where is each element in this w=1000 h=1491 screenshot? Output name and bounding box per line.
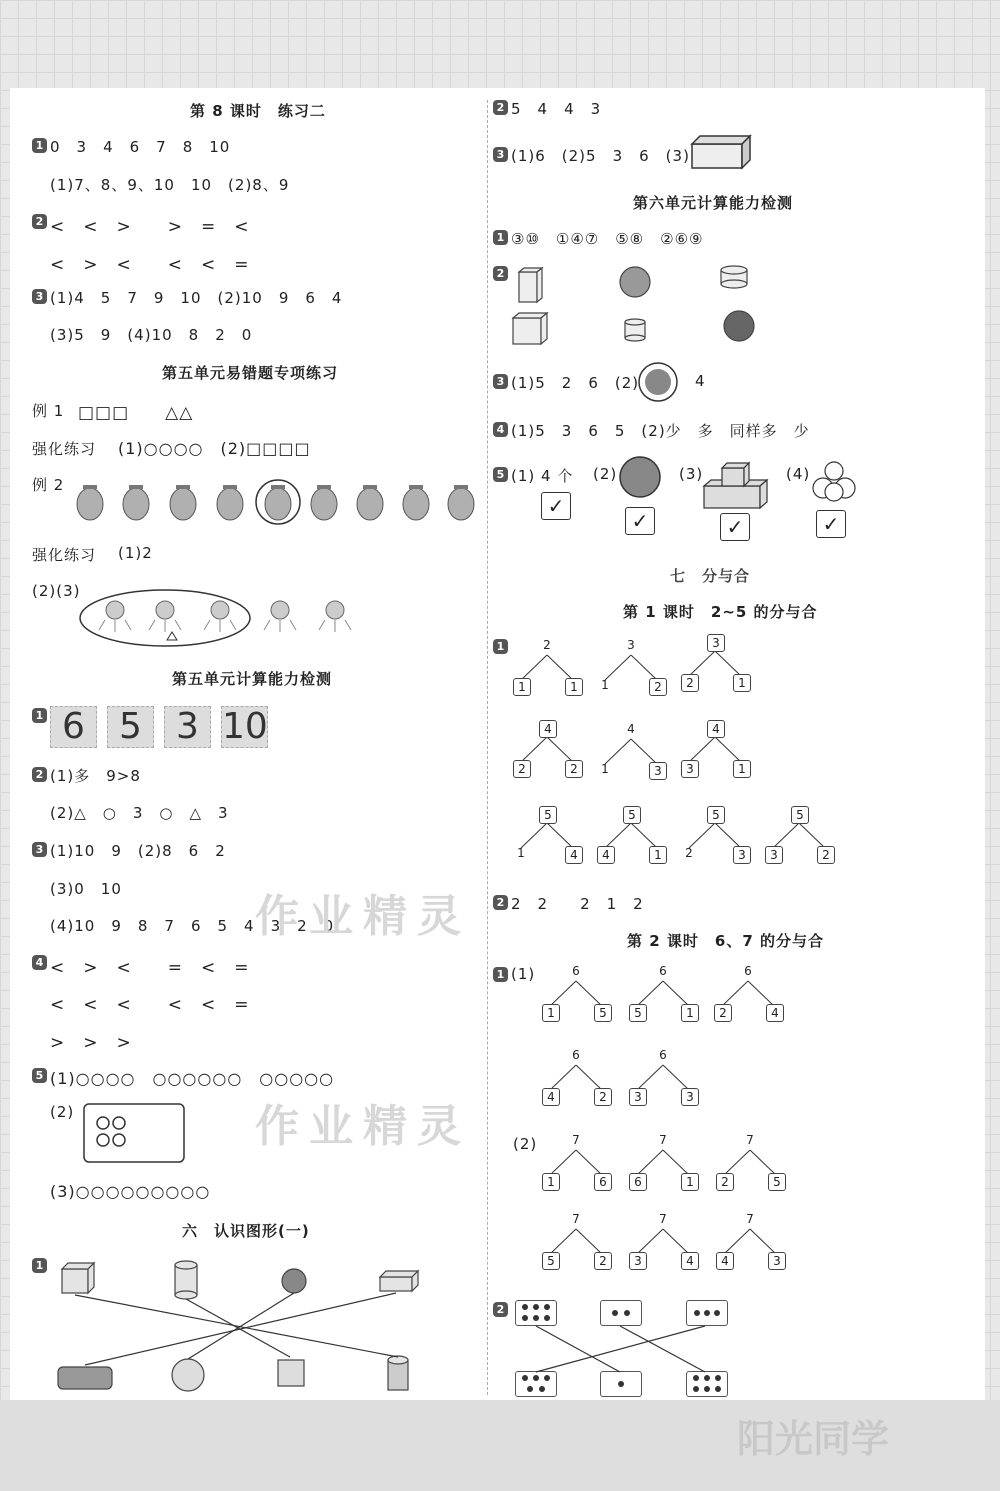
tree-top-number: 4 — [539, 720, 557, 738]
calc-q4-row1: < > < = < = — [50, 958, 250, 978]
traced-digit: 3 — [164, 706, 211, 748]
l8-q1-row2: (1)7、8、9、10 10 (2)8、9 — [50, 176, 290, 194]
question-number: 1 — [32, 138, 47, 153]
l8-q2-row1: < < > > = < — [50, 217, 250, 237]
calc-q2-row2: (2)△ ○ 3 ○ △ 3 — [50, 804, 229, 822]
l8-q2-row2: < > < < < = — [50, 255, 250, 275]
question-number: 1 — [493, 230, 508, 245]
question-number: 3 — [493, 147, 508, 162]
tree-left-number: 1 — [513, 678, 531, 696]
tree-top-number: 6 — [659, 1048, 667, 1062]
circled-ball — [637, 361, 681, 405]
tree-left-number: 3 — [765, 846, 783, 864]
l8-q1-row1: 0 3 4 6 7 8 10 — [50, 138, 231, 156]
tree-left-number: 2 — [681, 674, 699, 692]
tree-right-number: 1 — [565, 678, 583, 696]
question-number: 2 — [32, 214, 47, 229]
tree-top-number: 5 — [707, 806, 725, 824]
u6-q5-part2: (2) — [593, 465, 618, 483]
dice-dot — [612, 1310, 618, 1316]
publisher-logo: 阳光同学 — [737, 1417, 890, 1461]
tree-top-number: 6 — [572, 1048, 580, 1062]
u6-q5-part3: (3) — [679, 465, 704, 483]
tree-right-number: 3 — [733, 846, 751, 864]
tree-top-number: 7 — [659, 1133, 667, 1147]
tree-left-number: 1 — [601, 762, 609, 776]
watermark: 作业精灵 — [255, 1101, 471, 1152]
calc-q3-row1: (1)10 9 (2)8 6 2 — [50, 842, 226, 860]
tree-top-number: 7 — [659, 1212, 667, 1226]
tree-left-number: 4 — [597, 846, 615, 864]
dice-dot — [694, 1310, 700, 1316]
calc-q4-row3: > > > — [50, 1033, 132, 1053]
u6-q5-part4: (4) — [786, 465, 811, 483]
dice-dot — [544, 1304, 550, 1310]
calc-q4-row2: < < < < < = — [50, 995, 250, 1015]
tree-right-number: 2 — [565, 760, 583, 778]
question-number: 2 — [493, 1302, 508, 1317]
unit7-title: 七 分与合 — [670, 567, 751, 585]
tree-top-number: 4 — [707, 720, 725, 738]
tree-left-number: 5 — [542, 1252, 560, 1270]
question-number: 1 — [493, 967, 508, 982]
tree-right-number: 2 — [594, 1252, 612, 1270]
tree-right-number: 5 — [768, 1173, 786, 1191]
tree-top-number: 5 — [539, 806, 557, 824]
dice-dot — [715, 1386, 721, 1392]
l8-q3-row2: (3)5 9 (4)10 8 2 0 — [50, 326, 253, 344]
check-box: ✓ — [625, 507, 655, 535]
dice-6 — [515, 1300, 557, 1326]
dice-dot — [618, 1381, 624, 1387]
lesson2-title: 第 2 课时 6、7 的分与合 — [627, 932, 824, 950]
strengthen2-part: (2)(3) — [32, 582, 81, 600]
example2-label: 例 2 — [32, 476, 65, 494]
dice-dot — [704, 1310, 710, 1316]
lesson1-title: 第 1 课时 2~5 的分与合 — [623, 603, 818, 621]
question-number: 1 — [32, 1258, 47, 1273]
question-number: 1 — [493, 639, 508, 654]
dice-dot — [693, 1375, 699, 1381]
strengthen2-answer: (1)2 — [118, 544, 153, 562]
tree-top-number: 6 — [572, 964, 580, 978]
dice-dot — [539, 1386, 545, 1392]
tree-right-number: 1 — [681, 1173, 699, 1191]
stacked-blocks — [702, 460, 768, 512]
u6-q3-answer: (1)5 2 6 (2) — [511, 374, 640, 392]
question-number: 2 — [493, 100, 508, 115]
tree-left-number: 3 — [629, 1088, 647, 1106]
dice-3 — [686, 1300, 728, 1326]
dice-dot — [715, 1375, 721, 1381]
r-q2-answer: 5 4 4 3 — [511, 100, 602, 118]
r-q3-answer: (1)6 (2)5 3 6 (3) — [511, 147, 690, 165]
question-number: 2 — [493, 895, 508, 910]
tree-right-number: 2 — [817, 846, 835, 864]
strengthen1-answer: (1)○○○○ (2)□□□□ — [118, 439, 311, 458]
dice-dot — [714, 1310, 720, 1316]
dice-dot — [522, 1315, 528, 1321]
dice-dot — [544, 1315, 550, 1321]
octopus-group — [80, 588, 370, 648]
calc-q5-part2: (2) — [50, 1103, 75, 1121]
dice-dot — [527, 1386, 533, 1392]
question-number: 5 — [32, 1068, 47, 1083]
dice-dot — [693, 1386, 699, 1392]
dice-6 — [686, 1371, 728, 1397]
tree-top-number: 7 — [572, 1212, 580, 1226]
tree-left-number: 4 — [716, 1252, 734, 1270]
dice-dot — [624, 1310, 630, 1316]
calc-q2-row1: (1)多 9>8 — [50, 767, 141, 785]
example1-label: 例 1 — [32, 402, 65, 420]
strawberries — [75, 480, 480, 530]
dice-dot — [704, 1386, 710, 1392]
unit5-errors-title: 第五单元易错题专项练习 — [162, 364, 339, 382]
question-number: 4 — [493, 422, 508, 437]
tree-top-number: 3 — [627, 638, 635, 652]
page-paper — [10, 88, 985, 1403]
dice-2 — [600, 1300, 642, 1326]
tree-right-number: 3 — [649, 762, 667, 780]
tree-right-number: 1 — [733, 760, 751, 778]
tree-top-number: 2 — [543, 638, 551, 652]
tree-right-number: 1 — [649, 846, 667, 864]
dice-dot — [544, 1375, 550, 1381]
tree-right-number: 2 — [594, 1088, 612, 1106]
check-box: ✓ — [720, 513, 750, 541]
calc-q3-row3: (4)10 9 8 7 6 5 4 3 2 0 — [50, 917, 335, 935]
strengthen-label: 强化练习 — [32, 546, 97, 564]
dice-match-lines — [530, 1326, 730, 1374]
tree-left-number: 1 — [601, 678, 609, 692]
traced-digit: 5 — [107, 706, 154, 748]
calc-q5-row1: (1)○○○○ ○○○○○○ ○○○○○ — [50, 1069, 335, 1088]
tree-top-number: 5 — [623, 806, 641, 824]
tree-top-number: 7 — [572, 1133, 580, 1147]
question-number: 5 — [493, 467, 508, 482]
unit6-calc-title: 第六单元计算能力检测 — [633, 194, 794, 212]
tree-left-number: 2 — [716, 1173, 734, 1191]
example1-answer: □□□ △△ — [78, 403, 194, 423]
question-number: 4 — [32, 955, 47, 970]
cuboid-shape — [690, 134, 752, 172]
question-number: 3 — [493, 374, 508, 389]
ball-pile — [810, 460, 858, 504]
tree-left-number: 2 — [685, 846, 693, 860]
shape-matching — [50, 1255, 430, 1400]
tree-right-number: 2 — [649, 678, 667, 696]
dice-dot — [704, 1375, 710, 1381]
tree-left-number: 3 — [629, 1252, 647, 1270]
question-number: 2 — [32, 767, 47, 782]
question-number: 3 — [32, 842, 47, 857]
tree-top-number: 5 — [791, 806, 809, 824]
tree-top-number: 3 — [707, 634, 725, 652]
question-number: 3 — [32, 289, 47, 304]
tree-left-number: 1 — [542, 1004, 560, 1022]
dice-dot — [533, 1304, 539, 1310]
tree-top-number: 7 — [746, 1133, 754, 1147]
shape-grid — [505, 262, 775, 347]
tree-right-number: 4 — [681, 1252, 699, 1270]
watermark: 作业精灵 — [255, 891, 471, 942]
tree-right-number: 4 — [766, 1004, 784, 1022]
tree-left-number: 1 — [542, 1173, 560, 1191]
tree-top-number: 6 — [659, 964, 667, 978]
sphere-shape — [619, 456, 663, 500]
tree-right-number: 4 — [565, 846, 583, 864]
calc-q5-row3: (3)○○○○○○○○○ — [50, 1182, 211, 1201]
dice-dot — [533, 1375, 539, 1381]
tree-left-number: 2 — [513, 760, 531, 778]
dice-1 — [600, 1371, 642, 1397]
tree-right-number: 3 — [768, 1252, 786, 1270]
strengthen-label: 强化练习 — [32, 440, 97, 458]
tree-left-number: 2 — [714, 1004, 732, 1022]
dice-dot — [522, 1375, 528, 1381]
tree-left-number: 1 — [517, 846, 525, 860]
tree-left-number: 5 — [629, 1004, 647, 1022]
l2-part1: (1) — [511, 965, 536, 983]
l8-q3-row1: (1)4 5 7 9 10 (2)10 9 6 4 — [50, 289, 343, 307]
l2-part2: (2) — [513, 1135, 538, 1153]
lesson8-title: 第 8 课时 练习二 — [190, 102, 326, 120]
tree-right-number: 6 — [594, 1173, 612, 1191]
tree-right-number: 5 — [594, 1004, 612, 1022]
dice-dot — [533, 1315, 539, 1321]
calc-q3-row2: (3)0 10 — [50, 880, 122, 898]
tree-left-number: 4 — [542, 1088, 560, 1106]
question-number: 1 — [32, 708, 47, 723]
circles-box — [83, 1103, 187, 1165]
column-divider — [487, 100, 488, 1395]
tree-top-number: 7 — [746, 1212, 754, 1226]
check-box: ✓ — [541, 492, 571, 520]
u6-q4-answer: (1)5 3 6 5 (2)少 多 同样多 少 — [511, 422, 810, 440]
tree-right-number: 1 — [681, 1004, 699, 1022]
unit5-calc-title: 第五单元计算能力检测 — [172, 670, 333, 688]
u6-q3-end: 4 — [695, 372, 706, 390]
dice-5 — [515, 1371, 557, 1397]
check-box: ✓ — [816, 510, 846, 538]
dice-dot — [522, 1304, 528, 1310]
u6-q1-answer: ③⑩ ①④⑦ ⑤⑧ ②⑥⑨ — [511, 230, 704, 248]
question-number: 2 — [493, 266, 508, 281]
traced-digit: 10 — [222, 706, 268, 747]
tree-right-number: 1 — [733, 674, 751, 692]
tree-top-number: 4 — [627, 722, 635, 736]
tree-top-number: 6 — [744, 964, 752, 978]
tree-left-number: 3 — [681, 760, 699, 778]
tree-right-number: 3 — [681, 1088, 699, 1106]
l1-q2-answer: 2 2 2 1 2 — [511, 895, 644, 913]
unit6-title: 六 认识图形(一) — [182, 1222, 310, 1240]
u6-q5-part1: (1) 4 个 — [511, 467, 574, 485]
traced-digit: 6 — [50, 706, 97, 748]
tree-left-number: 6 — [629, 1173, 647, 1191]
